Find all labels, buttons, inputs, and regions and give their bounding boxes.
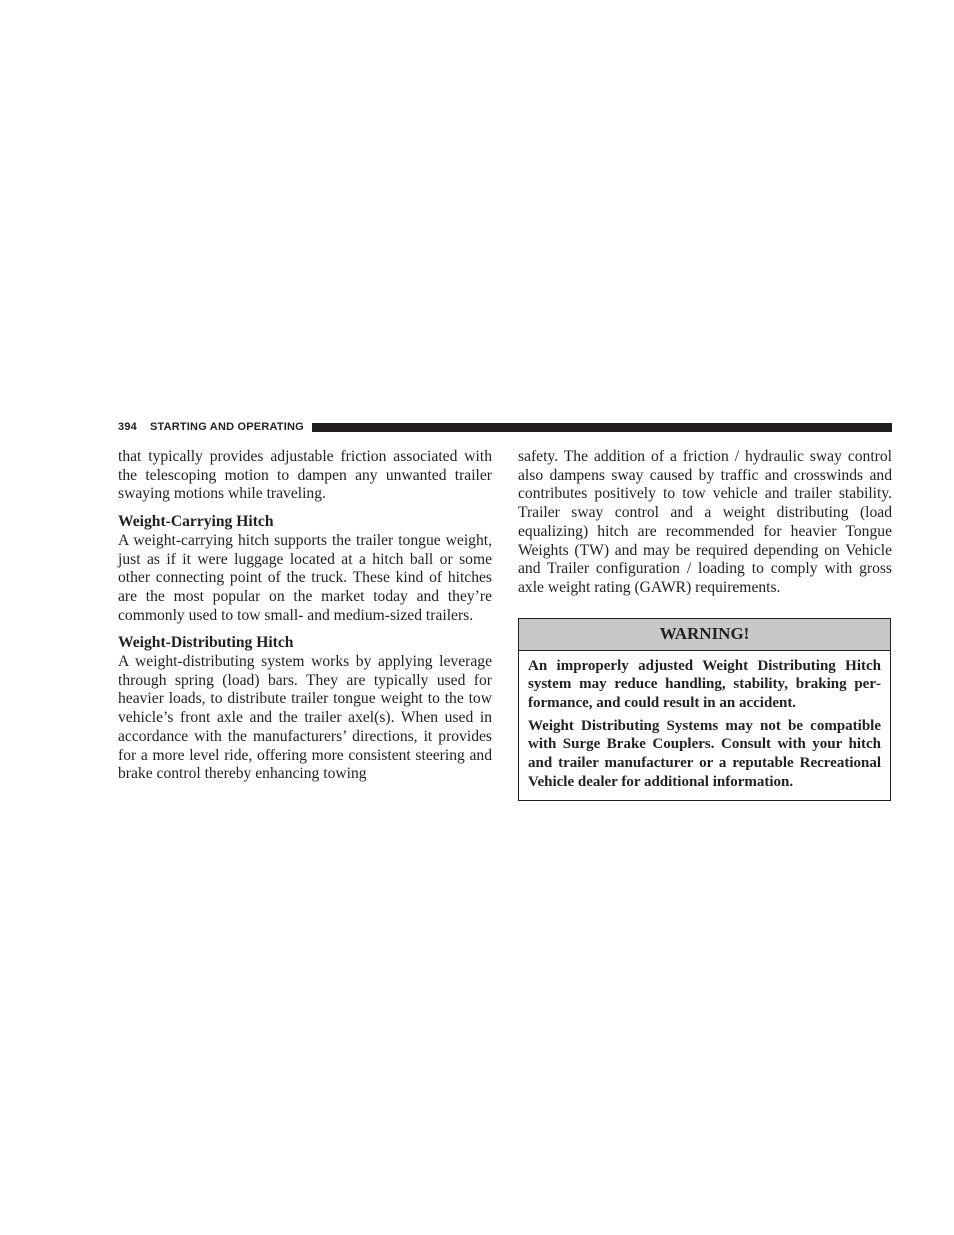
- continued-paragraph: safety. The addition of a friction / hydraulic sway control also dampens sway caused by traffic and crosswinds and contributes positively to tow vehicle and trailer stability. Trailer sway control and a weight distributing (load equalizing) hitch are recommended for heavier Tongue Weights (TW) and may be required depending on Vehicle and Trailer configuration / loading to comply with gross axle weight rating (GAWR) requirements.: [518, 448, 892, 596]
- section-title: STARTING AND OPERATING: [149, 421, 304, 433]
- weight-carrying-heading: Weight-Carrying Hitch: [118, 513, 274, 531]
- page-header: [118, 419, 892, 435]
- weight-carrying-body: A weight-carrying hitch supports the trailer tongue weight, just as if it were luggage located at a hitch ball or some other connecting point of the truck. These kind of hitches are the most popular on the market today and they’re commonly used to tow small- and medium-sized trailers.: [118, 531, 492, 624]
- warning-title: WARNING!: [519, 619, 890, 651]
- warning-paragraph-2: Weight Distributing Systems may not be compatible with Surge Brake Couplers. Consult with your hitch and trailer manufacturer or a reputable Recreational Vehicle dealer for additional information.: [528, 717, 881, 790]
- warning-body: [519, 651, 890, 800]
- left-column: [118, 448, 492, 784]
- warning-paragraph-1: An improperly adjusted Weight Distributing Hitch system may reduce handling, stability, braking performance, and could result in an accident.: [528, 657, 881, 712]
- intro-paragraph: that typically provides adjustable friction associated with the telescoping motion to dampen any unwanted trailer swaying motions while traveling.: [118, 448, 492, 503]
- header-rule: [312, 423, 892, 432]
- warning-box: [518, 618, 891, 801]
- right-column: [518, 448, 892, 801]
- weight-distributing-body: A weight-distributing system works by applying leverage through spring (load) bars. They are typically used for heavier loads, to distribute trailer tongue weight to the tow vehicle’s front axle and the trailer axel(s). When used in accordance with the manufacturers’ directions, it provides for a more level ride, offering more consistent steering and brake control thereby enhancing towing: [118, 653, 492, 783]
- page-number: 394: [118, 421, 137, 433]
- weight-distributing-heading: Weight-Distributing Hitch: [118, 634, 294, 652]
